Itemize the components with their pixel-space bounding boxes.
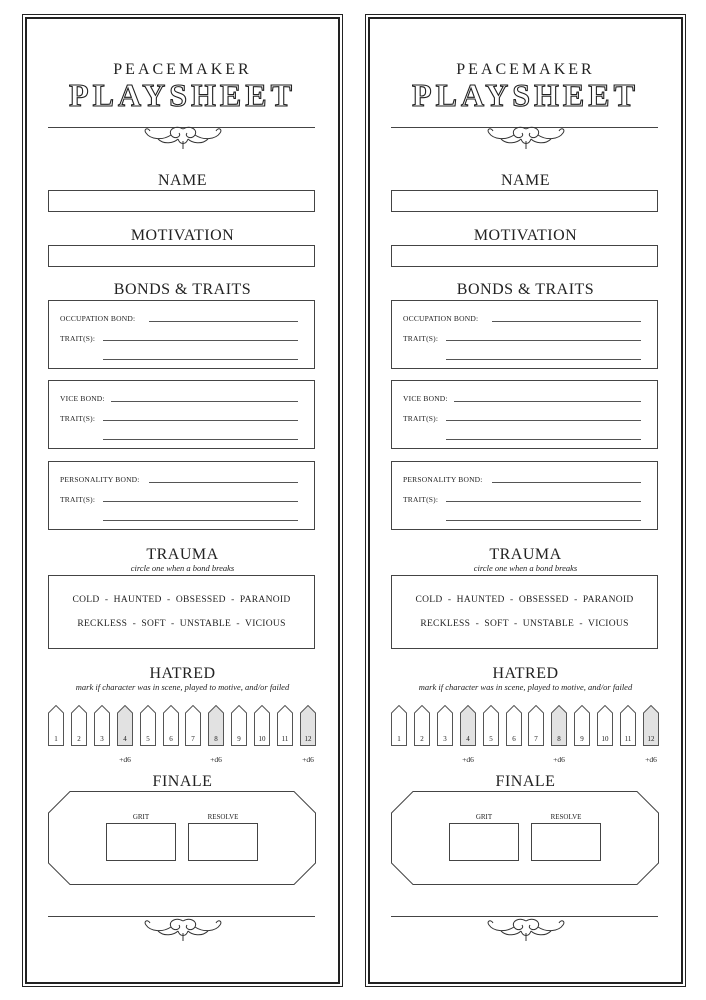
trait-line[interactable] [103,439,298,440]
bonds-heading: BONDS & TRAITS [113,281,252,298]
flourish-ornament-icon [370,125,681,156]
occupation-bond-box [48,300,315,369]
hatred-bonus-label: +d6 [462,755,474,764]
hatred-box-number: 12 [304,735,312,743]
sheet-title: PLAYSHEET [412,77,639,113]
finale-panel [391,791,659,885]
bond-label: VICE BOND: [60,394,105,403]
name-field[interactable] [48,190,315,212]
hatred-box-number: 8 [557,735,561,743]
trauma-heading: TRAUMA [489,546,562,563]
hatred-box[interactable] [483,705,499,746]
playsheet-right [368,17,683,984]
grit-box[interactable] [106,823,176,861]
hatred-box[interactable] [277,705,293,746]
name-heading: NAME [500,172,551,189]
hatred-box-number: 9 [580,735,584,743]
hatred-bonus-label: +d6 [119,755,131,764]
trait-line[interactable] [446,501,641,502]
hatred-note: mark if character was in scene, played to motive, and/or failed [75,682,290,692]
bond-line[interactable] [149,482,298,483]
playsheet-left [25,17,340,984]
hatred-box-number: 1 [397,735,401,743]
grit-label: GRIT [132,813,150,821]
hatred-box[interactable] [300,705,316,746]
traits-label: TRAIT(S): [403,495,439,504]
bond-label: OCCUPATION BOND: [60,314,136,323]
hatred-box-number: 1 [54,735,58,743]
trait-line[interactable] [103,340,298,341]
sheet-subtitle: PEACEMAKER [113,61,252,78]
trauma-box [48,575,315,649]
hatred-box-number: 4 [123,735,127,743]
hatred-box-number: 5 [489,735,493,743]
hatred-heading: HATRED [492,665,559,682]
hatred-box-number: 11 [281,735,289,743]
vice-bond-box [391,380,658,449]
flourish-ornament-icon [370,917,681,948]
hatred-box-number: 2 [77,735,81,743]
hatred-box[interactable] [185,705,201,746]
traits-label: TRAIT(S): [403,414,439,423]
hatred-box-number: 4 [466,735,470,743]
resolve-label: RESOLVE [207,813,239,821]
hatred-box-number: 10 [601,735,609,743]
hatred-box[interactable] [414,705,430,746]
bond-line[interactable] [492,321,641,322]
trauma-options-row[interactable]: RECKLESS - SOFT - UNSTABLE - VICIOUS [420,619,629,629]
flourish-ornament-icon [27,917,338,948]
hatred-box[interactable] [391,705,407,746]
name-heading: NAME [157,172,208,189]
occupation-bond-box [391,300,658,369]
hatred-box[interactable] [437,705,453,746]
hatred-box-number: 3 [443,735,447,743]
hatred-box[interactable] [94,705,110,746]
sheet-title: PLAYSHEET [69,77,296,113]
traits-label: TRAIT(S): [60,414,96,423]
personality-bond-box [391,461,658,530]
hatred-box-number: 6 [169,735,173,743]
traits-label: TRAIT(S): [403,334,439,343]
bond-line[interactable] [492,482,641,483]
trauma-box [391,575,658,649]
trait-line[interactable] [103,359,298,360]
hatred-box-number: 10 [258,735,266,743]
motivation-field[interactable] [391,245,658,267]
bond-line[interactable] [454,401,641,402]
motivation-heading: MOTIVATION [130,227,235,244]
hatred-box[interactable] [71,705,87,746]
trauma-note: circle one when a bond breaks [130,563,235,573]
motivation-heading: MOTIVATION [473,227,578,244]
hatred-track [391,705,661,767]
bond-line[interactable] [149,321,298,322]
hatred-box[interactable] [117,705,133,746]
hatred-box-number: 9 [237,735,241,743]
grit-box[interactable] [449,823,519,861]
finale-heading: FINALE [152,773,213,790]
hatred-box[interactable] [528,705,544,746]
hatred-box[interactable] [643,705,659,746]
hatred-bonus-label: +d6 [302,755,314,764]
grit-label: GRIT [475,813,493,821]
motivation-field[interactable] [48,245,315,267]
hatred-box-number: 2 [420,735,424,743]
trait-line[interactable] [446,340,641,341]
hatred-box[interactable] [208,705,224,746]
hatred-box-number: 6 [512,735,516,743]
bond-label: PERSONALITY BOND: [403,475,483,484]
trait-line[interactable] [446,439,641,440]
trait-line[interactable] [446,420,641,421]
hatred-track [48,705,318,767]
hatred-box[interactable] [231,705,247,746]
hatred-bonus-label: +d6 [210,755,222,764]
hatred-box[interactable] [163,705,179,746]
trauma-heading: TRAUMA [146,546,219,563]
hatred-box[interactable] [254,705,270,746]
hatred-box[interactable] [140,705,156,746]
hatred-box-number: 5 [146,735,150,743]
name-field[interactable] [391,190,658,212]
hatred-box-number: 8 [214,735,218,743]
finale-heading: FINALE [495,773,556,790]
bonds-heading: BONDS & TRAITS [456,281,595,298]
vice-bond-box [48,380,315,449]
trauma-options-row[interactable]: COLD - HAUNTED - OBSESSED - PARANOID [415,595,634,605]
trait-line[interactable] [446,359,641,360]
flourish-ornament-icon [27,125,338,156]
trauma-options-row[interactable]: RECKLESS - SOFT - UNSTABLE - VICIOUS [77,619,286,629]
hatred-box[interactable] [460,705,476,746]
trauma-note: circle one when a bond breaks [473,563,578,573]
resolve-label: RESOLVE [550,813,582,821]
bond-label: OCCUPATION BOND: [403,314,479,323]
sheet-subtitle: PEACEMAKER [456,61,595,78]
hatred-box-number: 3 [100,735,104,743]
traits-label: TRAIT(S): [60,495,96,504]
bond-label: PERSONALITY BOND: [60,475,140,484]
trait-line[interactable] [103,520,298,521]
finale-panel [48,791,316,885]
hatred-box[interactable] [551,705,567,746]
personality-bond-box [48,461,315,530]
trait-line[interactable] [103,501,298,502]
hatred-box-number: 11 [624,735,632,743]
hatred-box[interactable] [620,705,636,746]
trait-line[interactable] [103,420,298,421]
hatred-bonus-label: +d6 [645,755,657,764]
resolve-box[interactable] [531,823,601,861]
hatred-box-number: 12 [647,735,655,743]
hatred-box[interactable] [506,705,522,746]
hatred-heading: HATRED [149,665,216,682]
trait-line[interactable] [446,520,641,521]
hatred-box[interactable] [574,705,590,746]
bond-label: VICE BOND: [403,394,448,403]
traits-label: TRAIT(S): [60,334,96,343]
hatred-box[interactable] [597,705,613,746]
bond-line[interactable] [111,401,298,402]
hatred-box[interactable] [48,705,64,746]
resolve-box[interactable] [188,823,258,861]
hatred-bonus-label: +d6 [553,755,565,764]
trauma-options-row[interactable]: COLD - HAUNTED - OBSESSED - PARANOID [72,595,291,605]
hatred-note: mark if character was in scene, played to motive, and/or failed [418,682,633,692]
hatred-box-number: 7 [534,735,538,743]
hatred-box-number: 7 [191,735,195,743]
